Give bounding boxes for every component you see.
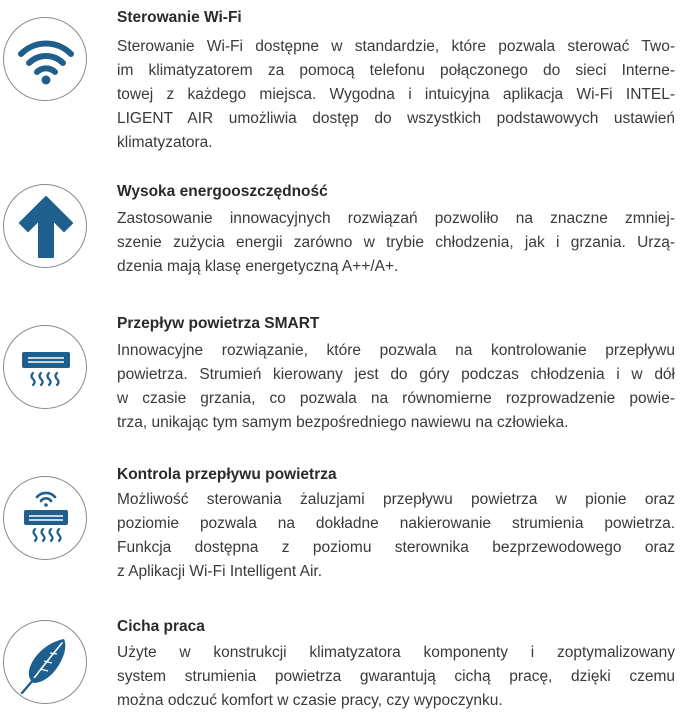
feature-title: Kontrola przepływu powietrza [117, 466, 337, 483]
wifi-icon [3, 17, 87, 101]
description-line: Funkcja dostępna z poziomu sterownika bezprzewodowego oraz [117, 539, 675, 556]
feature-title: Sterowanie Wi-Fi [117, 9, 242, 26]
description-line: trza, unikając tym samym bezpośredniego nawiewu na człowieka. [117, 414, 569, 431]
feature-title: Cicha praca [117, 618, 205, 635]
description-line: można odczuć komfort w czasie pracy, czy wypoczynku. [117, 692, 503, 709]
description-line: Zastosowanie innowacyjnych rozwiązań pozwoliło na znaczne zmniej- [117, 210, 675, 227]
description-line: Sterowanie Wi-Fi dostępne w standardzie, które pozwala sterować Two- [117, 38, 675, 55]
arrow-up-icon [3, 184, 87, 268]
description-line: towej z każdego miejsca. Wygodna i intuicyjna aplikacja Wi-Fi INTEL- [117, 86, 675, 103]
feature-description [117, 207, 675, 279]
feather-icon [3, 620, 87, 704]
air-conditioner-wifi-icon [3, 476, 87, 560]
description-line: z Aplikacji Wi-Fi Intelligent Air. [117, 563, 323, 580]
description-line: im klimatyzatorem za pomocą telefonu połączonego do sieci Interne- [117, 62, 675, 79]
feature-title: Wysoka energooszczędność [117, 183, 328, 200]
air-conditioner-airflow-icon [3, 325, 87, 409]
description-line: powietrza. Strumień kierowany jest do góry podczas chłodzenia i w dół [117, 366, 675, 383]
description-line: dzenia mają klasę energetyczną A++/A+. [117, 258, 399, 275]
description-line: poziomie pozwala na dokładne nakierowanie strumienia powietrza. [117, 515, 675, 532]
feature-title: Przepływ powietrza SMART [117, 315, 320, 332]
description-line: Użyte w konstrukcji klimatyzatora komponenty i zoptymalizowany [117, 644, 675, 661]
description-line: LIGENT AIR umożliwia dostęp do wszystkich podstawowych ustawień [117, 110, 675, 127]
description-line: Innowacyjne rozwiązanie, które pozwala na kontrolowanie przepływu [117, 342, 675, 359]
feature-description [117, 35, 675, 155]
description-line: szenie zużycia energii zarówno w trybie chłodzenia, jak i grzania. Urzą- [117, 234, 675, 251]
description-line: klimatyzatora. [117, 134, 213, 151]
feature-description [117, 339, 675, 435]
feature-description [117, 488, 675, 584]
description-line: Możliwość sterowania żaluzjami przepływu powietrza w pionie oraz [117, 491, 675, 508]
description-line: system strumienia powietrza gwarantują cichą pracę, dzięki czemu [117, 668, 675, 685]
description-line: w czasie grzania, co pozwala na równomierne rozprowadzenie powie- [117, 390, 675, 407]
feature-description [117, 641, 675, 713]
